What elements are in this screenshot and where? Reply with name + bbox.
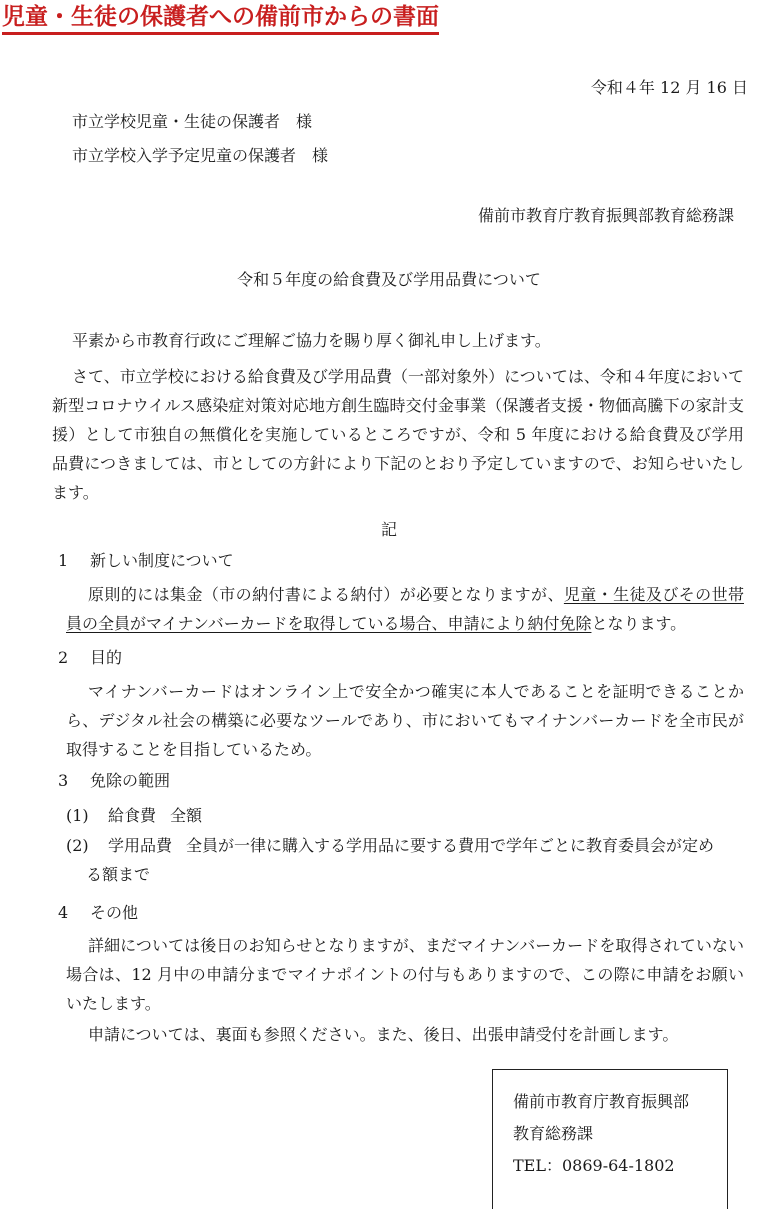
section-3-heading [58, 771, 170, 791]
section-4-number: 4 [58, 903, 69, 922]
section-1-title: 新しい制度について [90, 551, 234, 570]
section-4-body-application: 申請については、裏面も参照ください。また、後日、出張申請受付を計画します。 [88, 1025, 679, 1044]
item-1-number: (1) [66, 806, 89, 825]
item-2-number: (2) [66, 836, 89, 855]
section-1-underlined-text: 児童・生徒及びその世帯員の全員がマイナンバーカードを取得している場合、申請により納付免除 [66, 585, 744, 633]
section-2-body: マイナンバーカードはオンライン上で安全かつ確実に本人であることを証明できることから、デジタル社会の構築に必要なツールであり、市においてもマイナンバーカードを全市民が取得することを目指しているため。 [66, 682, 744, 759]
section-1-body [66, 580, 744, 638]
item-1-name: 給食費 [108, 806, 157, 825]
section-2-heading [58, 648, 122, 668]
section-1-heading [58, 551, 234, 571]
letter-date: 令和４年 12 月 16 日 [590, 78, 748, 97]
intro-paragraph: さて、市立学校における給食費及び学用品費（一部対象外）については、令和４年度において新型コロナウイルス感染症対策対応地方創生臨時交付金事業（保護者支援・物価高騰下の家計支援）として市独自の無償化を実施しているところですが、令和 5 年度における給食費及び学用品費につきましては、市としての方針により下記のとおり予定していますので、お知らせいたします。 [52, 367, 744, 502]
exemption-item-lunch [66, 801, 744, 830]
exemption-item-supplies [66, 831, 744, 860]
section-4-title: その他 [90, 903, 139, 922]
section-1-text-end: となります。 [591, 614, 687, 633]
recipient-students-guardians: 市立学校児童・生徒の保護者 様 [72, 112, 313, 131]
recipient-incoming-guardians: 市立学校入学予定児童の保護者 様 [72, 146, 329, 165]
section-4-body-details: 詳細については後日のお知らせとなりますが、まだマイナンバーカードを取得されていない場合は、12 月中の申請分までマイナポイントの付与もありますので、この際に申請をお願いいたします。 [66, 936, 744, 1013]
greeting-paragraph: 平素から市教育行政にご理解ご協力を賜り厚く御礼申し上げます。 [72, 331, 551, 350]
page-title: 児童・生徒の保護者への備前市からの書面 [2, 2, 439, 35]
contact-division: 教育総務課 [513, 1124, 594, 1143]
section-3-number: 3 [58, 771, 69, 790]
section-4-heading [58, 903, 138, 923]
sender-department: 備前市教育庁教育振興部教育総務課 [477, 206, 734, 225]
contact-org: 備前市教育庁教育振興部 [513, 1092, 690, 1111]
section-1-text: 原則的には集金（市の納付書による納付）が必要となりますが、 [88, 585, 564, 604]
item-2-detail-continued: る額まで [86, 865, 151, 884]
item-1-detail: 全額 [170, 806, 203, 825]
letter-subject: 令和５年度の給食費及び学用品費について [237, 270, 541, 289]
section-1-number: 1 [58, 551, 69, 570]
section-2-title: 目的 [90, 648, 123, 667]
item-2-detail: 全員が一律に購入する学用品に要する費用で学年ごとに教育委員会が定め [186, 836, 715, 855]
contact-box [492, 1069, 728, 1209]
section-3-title: 免除の範囲 [90, 771, 171, 790]
section-2-number: 2 [58, 648, 69, 667]
item-2-name: 学用品費 [108, 836, 173, 855]
contact-tel: TEL：0869-64-1802 [513, 1156, 675, 1175]
ki-marker: 記 [380, 520, 397, 539]
